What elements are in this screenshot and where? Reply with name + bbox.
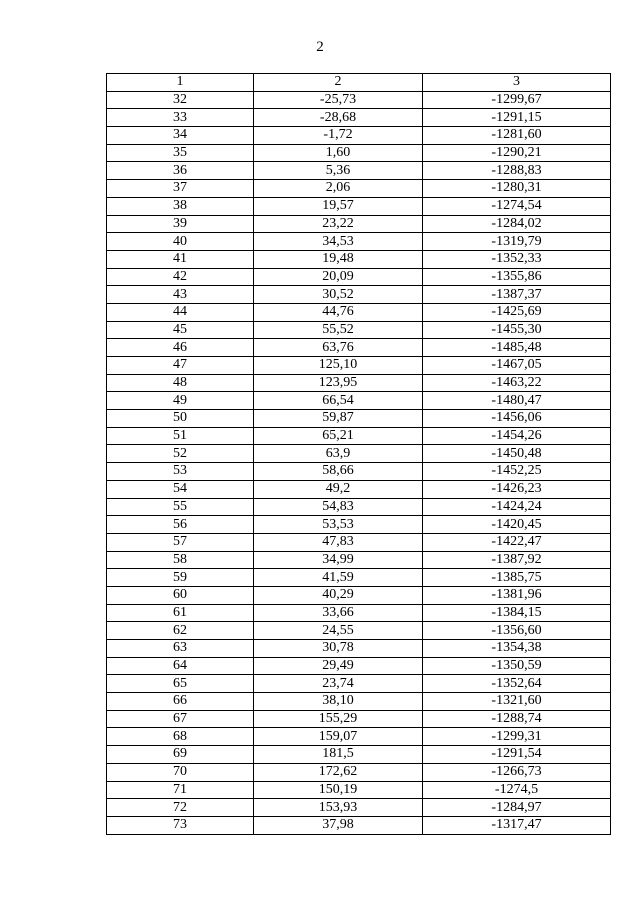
table-row — [107, 622, 611, 640]
table-row — [107, 693, 611, 711]
table-row — [107, 303, 611, 321]
table-cell-col-3: -1356,60 — [423, 622, 611, 640]
table-cell-col-2: 41,59 — [254, 569, 423, 587]
table-cell-col-2: 59,87 — [254, 410, 423, 428]
table-row — [107, 233, 611, 251]
table-cell-col-2: 44,76 — [254, 303, 423, 321]
table-cell-col-3: -1387,37 — [423, 286, 611, 304]
table-cell-col-3: -1290,21 — [423, 144, 611, 162]
table-cell-col-1: 43 — [107, 286, 254, 304]
table-cell-col-1: 71 — [107, 781, 254, 799]
table-cell-col-3: -1319,79 — [423, 233, 611, 251]
table-cell-col-3: -1425,69 — [423, 303, 611, 321]
table-cell-col-1: 70 — [107, 763, 254, 781]
table-row — [107, 640, 611, 658]
table-cell-col-2: 23,74 — [254, 675, 423, 693]
table-row — [107, 357, 611, 375]
table-row — [107, 675, 611, 693]
table-row — [107, 374, 611, 392]
table-cell-col-2: 19,48 — [254, 250, 423, 268]
table-row — [107, 480, 611, 498]
table-row — [107, 321, 611, 339]
table-row — [107, 657, 611, 675]
table-cell-col-3: -1350,59 — [423, 657, 611, 675]
table-cell-col-3: -1317,47 — [423, 816, 611, 834]
table-cell-col-3: -1467,05 — [423, 357, 611, 375]
table-cell-col-1: 60 — [107, 586, 254, 604]
table-cell-col-2: 23,22 — [254, 215, 423, 233]
table-cell-col-3: -1284,97 — [423, 799, 611, 817]
table-row — [107, 463, 611, 481]
table-cell-col-1: 63 — [107, 640, 254, 658]
table-cell-col-2: 58,66 — [254, 463, 423, 481]
table-header — [107, 74, 611, 92]
table-cell-col-2: 172,62 — [254, 763, 423, 781]
table-cell-col-2: 63,76 — [254, 339, 423, 357]
table-cell-col-3: -1384,15 — [423, 604, 611, 622]
table-cell-col-3: -1387,92 — [423, 551, 611, 569]
table-cell-col-2: 181,5 — [254, 746, 423, 764]
table-cell-col-1: 66 — [107, 693, 254, 711]
table-cell-col-3: -1454,26 — [423, 427, 611, 445]
table-cell-col-1: 72 — [107, 799, 254, 817]
table-cell-col-1: 34 — [107, 127, 254, 145]
table-cell-col-1: 45 — [107, 321, 254, 339]
table-cell-col-3: -1280,31 — [423, 180, 611, 198]
table-cell-col-1: 36 — [107, 162, 254, 180]
table-cell-col-3: -1450,48 — [423, 445, 611, 463]
table-cell-col-3: -1426,23 — [423, 480, 611, 498]
table-cell-col-2: 159,07 — [254, 728, 423, 746]
table-cell-col-3: -1291,54 — [423, 746, 611, 764]
table-cell-col-2: 125,10 — [254, 357, 423, 375]
table-row — [107, 586, 611, 604]
table-row — [107, 180, 611, 198]
table-cell-col-2: 20,09 — [254, 268, 423, 286]
table-cell-col-2: 55,52 — [254, 321, 423, 339]
table-cell-col-2: 155,29 — [254, 710, 423, 728]
table-cell-col-1: 69 — [107, 746, 254, 764]
table-cell-col-1: 52 — [107, 445, 254, 463]
column-header-1: 1 — [107, 74, 254, 92]
table-row — [107, 551, 611, 569]
table-cell-col-3: -1284,02 — [423, 215, 611, 233]
data-table — [106, 73, 611, 835]
table-cell-col-1: 67 — [107, 710, 254, 728]
table-cell-col-1: 57 — [107, 533, 254, 551]
table-cell-col-1: 41 — [107, 250, 254, 268]
table-cell-col-2: 2,06 — [254, 180, 423, 198]
table-cell-col-1: 50 — [107, 410, 254, 428]
table-cell-col-3: -1299,67 — [423, 91, 611, 109]
table-cell-col-2: -1,72 — [254, 127, 423, 145]
table-cell-col-2: 153,93 — [254, 799, 423, 817]
table-row — [107, 728, 611, 746]
table-cell-col-3: -1480,47 — [423, 392, 611, 410]
table-cell-col-1: 54 — [107, 480, 254, 498]
table-cell-col-3: -1422,47 — [423, 533, 611, 551]
table-cell-col-3: -1281,60 — [423, 127, 611, 145]
table-cell-col-2: 65,21 — [254, 427, 423, 445]
table-cell-col-2: -25,73 — [254, 91, 423, 109]
table-row — [107, 763, 611, 781]
table-cell-col-2: 54,83 — [254, 498, 423, 516]
table-cell-col-2: 63,9 — [254, 445, 423, 463]
table-row — [107, 127, 611, 145]
table-row — [107, 91, 611, 109]
table-cell-col-2: 47,83 — [254, 533, 423, 551]
table-row — [107, 799, 611, 817]
table-row — [107, 516, 611, 534]
table-cell-col-1: 46 — [107, 339, 254, 357]
table-cell-col-3: -1355,86 — [423, 268, 611, 286]
column-header-2: 2 — [254, 74, 423, 92]
column-header-3: 3 — [423, 74, 611, 92]
table-row — [107, 427, 611, 445]
table-row — [107, 746, 611, 764]
table-row — [107, 445, 611, 463]
table-cell-col-2: 123,95 — [254, 374, 423, 392]
table-cell-col-3: -1485,48 — [423, 339, 611, 357]
table-row — [107, 604, 611, 622]
table-cell-col-1: 59 — [107, 569, 254, 587]
table-cell-col-3: -1274,5 — [423, 781, 611, 799]
table-cell-col-3: -1385,75 — [423, 569, 611, 587]
table-cell-col-2: 5,36 — [254, 162, 423, 180]
table-cell-col-1: 47 — [107, 357, 254, 375]
page-number: 2 — [316, 39, 324, 55]
table-cell-col-2: 66,54 — [254, 392, 423, 410]
table-cell-col-2: 150,19 — [254, 781, 423, 799]
table-row — [107, 781, 611, 799]
table-cell-col-3: -1455,30 — [423, 321, 611, 339]
table-row — [107, 286, 611, 304]
table-cell-col-1: 58 — [107, 551, 254, 569]
table-cell-col-3: -1266,73 — [423, 763, 611, 781]
table-row — [107, 569, 611, 587]
table-cell-col-1: 65 — [107, 675, 254, 693]
table-row — [107, 215, 611, 233]
table-cell-col-1: 55 — [107, 498, 254, 516]
table-cell-col-1: 48 — [107, 374, 254, 392]
table-cell-col-2: -28,68 — [254, 109, 423, 127]
table-cell-col-2: 53,53 — [254, 516, 423, 534]
table-row — [107, 339, 611, 357]
table-cell-col-1: 40 — [107, 233, 254, 251]
table-cell-col-2: 37,98 — [254, 816, 423, 834]
table-row — [107, 710, 611, 728]
table-row — [107, 268, 611, 286]
table-cell-col-2: 38,10 — [254, 693, 423, 711]
table-cell-col-3: -1321,60 — [423, 693, 611, 711]
table-cell-col-2: 30,52 — [254, 286, 423, 304]
table-cell-col-3: -1352,64 — [423, 675, 611, 693]
table-cell-col-3: -1463,22 — [423, 374, 611, 392]
table-cell-col-1: 73 — [107, 816, 254, 834]
table-cell-col-2: 49,2 — [254, 480, 423, 498]
table-cell-col-1: 64 — [107, 657, 254, 675]
table-cell-col-2: 40,29 — [254, 586, 423, 604]
table-cell-col-3: -1291,15 — [423, 109, 611, 127]
table-cell-col-1: 62 — [107, 622, 254, 640]
table-cell-col-1: 37 — [107, 180, 254, 198]
table-cell-col-2: 33,66 — [254, 604, 423, 622]
table-cell-col-3: -1381,96 — [423, 586, 611, 604]
table-cell-col-1: 44 — [107, 303, 254, 321]
table-cell-col-2: 19,57 — [254, 197, 423, 215]
table-cell-col-1: 53 — [107, 463, 254, 481]
table-cell-col-2: 1,60 — [254, 144, 423, 162]
table-cell-col-1: 33 — [107, 109, 254, 127]
table-cell-col-3: -1288,74 — [423, 710, 611, 728]
table-row — [107, 197, 611, 215]
table-cell-col-3: -1288,83 — [423, 162, 611, 180]
table-cell-col-2: 34,99 — [254, 551, 423, 569]
table-cell-col-1: 38 — [107, 197, 254, 215]
table-row — [107, 250, 611, 268]
table-row — [107, 816, 611, 834]
table-row — [107, 162, 611, 180]
table-body — [107, 91, 611, 834]
table-cell-col-3: -1352,33 — [423, 250, 611, 268]
table-cell-col-2: 29,49 — [254, 657, 423, 675]
table-cell-col-3: -1424,24 — [423, 498, 611, 516]
table-row — [107, 109, 611, 127]
table-cell-col-3: -1354,38 — [423, 640, 611, 658]
table-cell-col-1: 42 — [107, 268, 254, 286]
table-cell-col-2: 24,55 — [254, 622, 423, 640]
table-row — [107, 144, 611, 162]
table-cell-col-2: 34,53 — [254, 233, 423, 251]
table-row — [107, 498, 611, 516]
table-cell-col-1: 56 — [107, 516, 254, 534]
table-cell-col-1: 68 — [107, 728, 254, 746]
table-header-row — [107, 74, 611, 92]
table-cell-col-1: 61 — [107, 604, 254, 622]
table-cell-col-1: 51 — [107, 427, 254, 445]
table-cell-col-1: 35 — [107, 144, 254, 162]
table-cell-col-1: 49 — [107, 392, 254, 410]
table-cell-col-2: 30,78 — [254, 640, 423, 658]
table-cell-col-3: -1452,25 — [423, 463, 611, 481]
table-cell-col-3: -1274,54 — [423, 197, 611, 215]
table-cell-col-1: 32 — [107, 91, 254, 109]
table-cell-col-3: -1420,45 — [423, 516, 611, 534]
table-row — [107, 533, 611, 551]
table-cell-col-1: 39 — [107, 215, 254, 233]
table-row — [107, 392, 611, 410]
table-cell-col-3: -1299,31 — [423, 728, 611, 746]
table-cell-col-3: -1456,06 — [423, 410, 611, 428]
table-row — [107, 410, 611, 428]
